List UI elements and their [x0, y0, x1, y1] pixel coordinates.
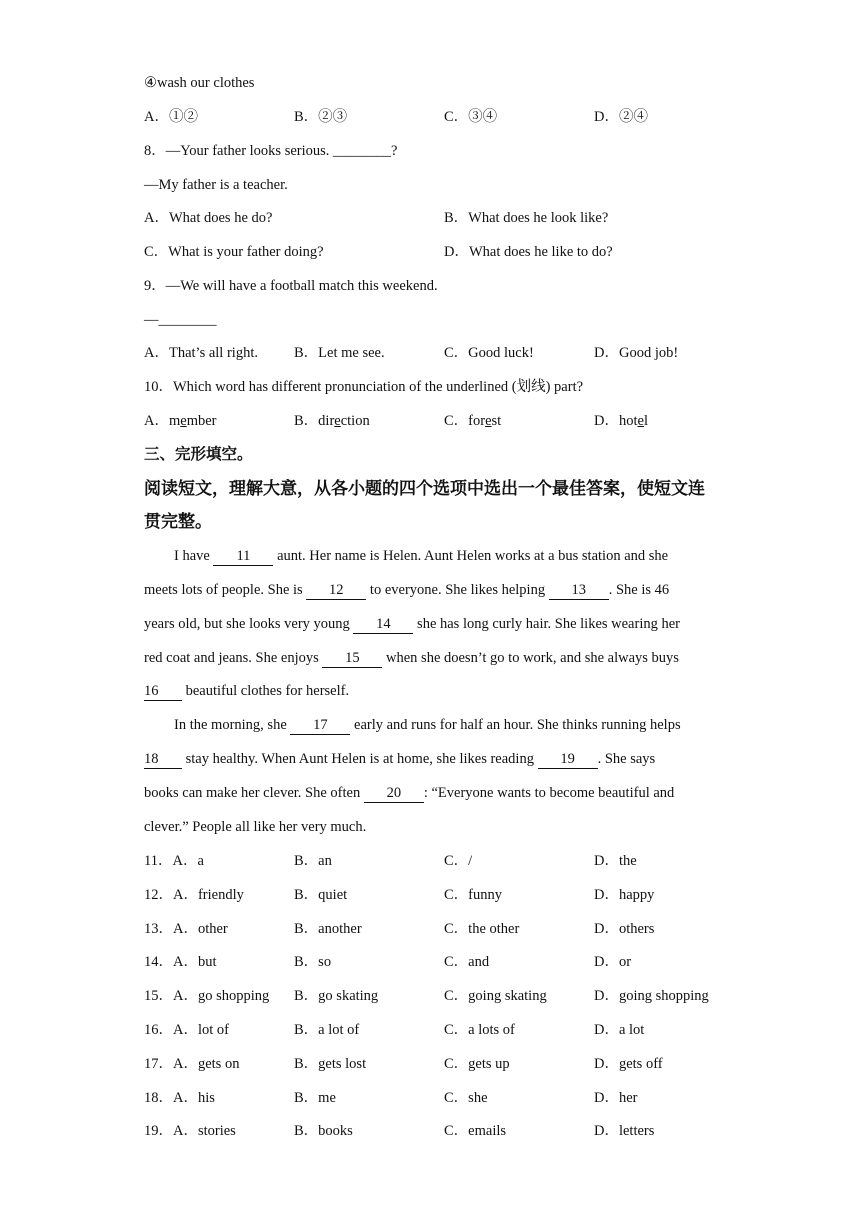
passage-text: years old, but she looks very young: [144, 616, 350, 632]
question-option-b: [294, 986, 378, 1006]
question-option-c: [444, 952, 489, 972]
question-number: 11．: [144, 853, 173, 869]
q7-option-b: B．②③: [294, 109, 348, 125]
option-text: C．for: [444, 413, 486, 429]
option-text: l: [643, 413, 648, 429]
q9-option-c: C．Good luck!: [444, 345, 534, 361]
question-row-option-a: [144, 885, 244, 905]
question-number: 13．: [144, 921, 173, 937]
q9-stem: 9．—We will have a football match this weekend.: [144, 278, 438, 294]
q7-option-a: A．①②: [144, 109, 198, 125]
question-row-option-a: [144, 1121, 236, 1141]
option-text: D．gets off: [594, 1056, 663, 1072]
option-text: B．an: [294, 853, 332, 869]
option-text: A．m: [144, 413, 181, 429]
blank-14: 14: [353, 616, 413, 634]
question-option-b: [294, 952, 331, 972]
option-text: st: [491, 413, 502, 429]
q10-option-b: [294, 411, 370, 431]
option-text: B．go skating: [294, 988, 379, 1004]
option-text: A．friendly: [173, 887, 244, 903]
passage-text: when she doesn’t go to work, and she always buys: [386, 650, 679, 666]
question-number: 14．: [144, 954, 173, 970]
passage-text: early and runs for half an hour. She thinks running helps: [354, 717, 681, 733]
option-text: B．another: [294, 921, 362, 937]
question-row-option-a: [144, 919, 228, 939]
passage-text: books can make her clever. She often: [144, 785, 361, 801]
q9-option-a: A．That’s all right.: [144, 345, 258, 361]
question-option-b: [294, 1088, 336, 1108]
option-text: B．gets lost: [294, 1056, 367, 1072]
q7-item-4: ④wash our clothes: [144, 75, 255, 91]
question-option-d: [594, 1054, 663, 1074]
option-text: mber: [186, 413, 217, 429]
option-text: C．gets up: [444, 1056, 510, 1072]
passage-line-1: [174, 546, 668, 566]
question-row-option-a: [144, 952, 217, 972]
option-text: D．or: [594, 954, 632, 970]
option-text: A．his: [173, 1090, 215, 1106]
passage-line-7: [144, 749, 655, 769]
option-text: D．others: [594, 921, 655, 937]
passage-text: stay healthy. When Aunt Helen is at home, she likes reading: [185, 751, 534, 767]
q8-option-c: C．What is your father doing?: [144, 244, 324, 260]
q9-option-d: D．Good job!: [594, 345, 679, 361]
option-text: C．the other: [444, 921, 520, 937]
blank-15: 15: [322, 650, 382, 668]
question-number: 15．: [144, 988, 173, 1004]
option-text: C．a lots of: [444, 1022, 515, 1038]
passage-line-6: [174, 715, 681, 735]
section-instruction-line2: 贯完整。: [144, 512, 212, 532]
passage-text: meets lots of people. She is: [144, 582, 303, 598]
underlined-letter: e: [485, 413, 492, 429]
option-text: A．but: [173, 954, 217, 970]
option-text: D．hot: [594, 413, 638, 429]
blank-19: 19: [538, 751, 598, 769]
question-option-d: [594, 1020, 644, 1040]
underlined-letter: e: [180, 413, 187, 429]
option-text: B．books: [294, 1123, 353, 1139]
q8-option-b: B．What does he look like?: [444, 210, 609, 226]
passage-line-2: [144, 580, 669, 600]
option-text: D．going shopping: [594, 988, 709, 1004]
option-text: B．so: [294, 954, 332, 970]
option-text: A．stories: [173, 1123, 236, 1139]
option-text: D．a lot: [594, 1022, 645, 1038]
question-row-option-a: [144, 1054, 239, 1074]
option-text: A．other: [173, 921, 228, 937]
blank-11: 11: [213, 548, 273, 566]
option-text: ction: [340, 413, 370, 429]
option-text: B．me: [294, 1090, 336, 1106]
question-option-b: [294, 1054, 366, 1074]
q7-option-c: C．③④: [444, 109, 498, 125]
question-option-d: [594, 1088, 638, 1108]
question-option-b: [294, 1020, 359, 1040]
passage-line-8: [144, 783, 674, 803]
option-text: C．funny: [444, 887, 502, 903]
q9-reply: —________: [144, 312, 217, 328]
q8-reply: —My father is a teacher.: [144, 177, 288, 193]
question-row-option-a: [144, 1020, 229, 1040]
option-text: C．emails: [444, 1123, 507, 1139]
passage-text: . She is 46: [608, 582, 670, 598]
question-number: 18．: [144, 1090, 173, 1106]
section-title: 三、完形填空。: [144, 445, 253, 463]
option-text: D．the: [594, 853, 637, 869]
passage-text: . She says: [597, 751, 656, 767]
option-text: A．gets on: [173, 1056, 240, 1072]
question-option-d: [594, 952, 631, 972]
passage-text: to everyone. She likes helping: [369, 582, 546, 598]
blank-13: 13: [549, 582, 609, 600]
question-option-d: [594, 851, 637, 871]
question-option-d: [594, 885, 654, 905]
passage-text: : “Everyone wants to become beautiful and: [423, 785, 675, 801]
question-option-b: [294, 1121, 353, 1141]
question-number: 16．: [144, 1022, 173, 1038]
blank-20: 20: [364, 785, 424, 803]
option-text: B．quiet: [294, 887, 348, 903]
question-option-d: [594, 1121, 654, 1141]
question-row-option-a: [144, 1088, 215, 1108]
question-option-b: [294, 851, 332, 871]
option-text: D．her: [594, 1090, 638, 1106]
question-option-c: [444, 885, 502, 905]
q10-option-a: [144, 411, 216, 431]
passage-text: I have: [174, 548, 210, 564]
passage-text: red coat and jeans. She enjoys: [144, 650, 319, 666]
question-number: 17．: [144, 1056, 173, 1072]
q7-option-d: D．②④: [594, 109, 648, 125]
passage-text: beautiful clothes for herself.: [185, 683, 350, 699]
q8-option-d: D．What does he like to do?: [444, 244, 613, 260]
blank-16: 16: [144, 683, 182, 701]
question-option-b: [294, 885, 347, 905]
underlined-letter: e: [334, 413, 341, 429]
passage-text: aunt. Her name is Helen. Aunt Helen works at a bus station and she: [277, 548, 669, 564]
question-row-option-a: [144, 851, 204, 871]
section-instruction-line1: 阅读短文，理解大意，从各小题的四个选项中选出一个最佳答案，使短文连: [144, 479, 705, 499]
passage-line-3: [144, 614, 680, 634]
option-text: A．lot of: [173, 1022, 229, 1038]
question-number: 12．: [144, 887, 173, 903]
question-option-c: [444, 919, 519, 939]
option-text: B．dir: [294, 413, 335, 429]
question-option-c: [444, 1020, 515, 1040]
option-text: D．happy: [594, 887, 655, 903]
question-option-c: [444, 851, 472, 871]
q10-stem: 10．Which word has different pronunciation of the underlined (划线) part?: [144, 379, 584, 395]
q10-option-c: [444, 411, 501, 431]
option-text: C．going skating: [444, 988, 547, 1004]
q9-option-b: B．Let me see.: [294, 345, 385, 361]
passage-line-4: [144, 648, 679, 668]
option-text: B．a lot of: [294, 1022, 360, 1038]
option-text: C．she: [444, 1090, 488, 1106]
option-text: D．letters: [594, 1123, 655, 1139]
q8-option-a: A．What does he do?: [144, 210, 273, 226]
passage-text: In the morning, she: [174, 717, 287, 733]
passage-line-9: clever.” People all like her very much.: [144, 819, 367, 835]
question-option-d: [594, 919, 654, 939]
blank-18: 18: [144, 751, 182, 769]
option-text: A．a: [172, 853, 204, 869]
question-option-c: [444, 986, 547, 1006]
blank-17: 17: [290, 717, 350, 735]
passage-line-5: [144, 681, 349, 701]
question-row-option-a: [144, 986, 269, 1006]
blank-12: 12: [306, 582, 366, 600]
option-text: C．/: [444, 853, 473, 869]
option-text: A．go shopping: [173, 988, 270, 1004]
question-option-c: [444, 1121, 506, 1141]
question-option-b: [294, 919, 362, 939]
question-option-d: [594, 986, 709, 1006]
question-option-c: [444, 1088, 488, 1108]
q8-stem: 8．—Your father looks serious. ________?: [144, 143, 398, 159]
question-number: 19．: [144, 1123, 173, 1139]
question-option-c: [444, 1054, 510, 1074]
option-text: C．and: [444, 954, 490, 970]
passage-text: she has long curly hair. She likes wearing her: [417, 616, 680, 632]
underlined-letter: e: [637, 413, 644, 429]
q10-option-d: [594, 411, 648, 431]
